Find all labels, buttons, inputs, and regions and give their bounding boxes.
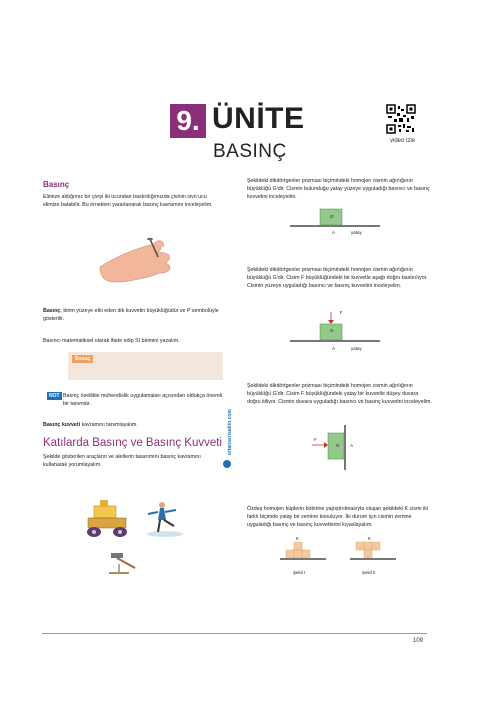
hand-nail-illustration [95, 227, 195, 292]
figure4a-k-label: K [296, 536, 300, 541]
figure3-f-label: F [314, 437, 317, 442]
not-badge: NOT [49, 393, 60, 399]
basinc-kuvveti-text: kavramını tanımlayalım. [80, 422, 138, 428]
unit-subtitle: BASINÇ [213, 141, 287, 162]
figure4b-k-label: K [368, 536, 372, 541]
figure1-yatay-label: yatay [351, 230, 362, 235]
hammer-nail-illustration [105, 550, 145, 575]
qr-label: video izle [390, 138, 416, 144]
paragraph-basinc-kuvveti [43, 421, 221, 429]
figure3-a-label: A [350, 443, 354, 448]
question-4-text: Özdeş homojen küplerin birbirine yapıştırılmasıyla oluşan şekildeki K cismi iki farklı biçimde yatay bir zemine konuluyor. İki durum için cismin zemine uyguladığı basınç ve basınç kuvvetlerini kıyaslayalım. [247, 506, 429, 528]
definition-text: , birim yüzeye etki eden dik kuvvetin büyüklüğüdür ve P sembolüyle gösterilir. [43, 308, 219, 322]
figure-cubes-sekil-1 [280, 538, 330, 568]
figure2-g-label: G [330, 328, 334, 333]
section-title-katilarda: Katılarda Basınç ve Basınç Kuvveti [43, 437, 222, 449]
figure3-g-label: G [336, 443, 340, 448]
figure2-a-label: A [332, 346, 336, 351]
bold-term-basinc: Basınç [43, 308, 61, 314]
section-title-basinc: Basınç [43, 180, 70, 189]
sidebar-text: ertanserisahin.com [227, 409, 233, 455]
unit-title: ÜNİTE [212, 102, 305, 135]
not-text: Basınç özellikle mühendislik uygulamaları açısından oldukça önemli bir tanımdır. [63, 393, 222, 407]
sonuc-label: Sonuç [72, 355, 93, 363]
figure1-g-label: G [330, 214, 334, 219]
figure-cubes-sekil-2 [350, 538, 400, 568]
figure-block-against-wall [300, 425, 370, 470]
ice-skater-illustration [140, 500, 185, 540]
paragraph-formula: Basıncı matematiksel olarak ifade edip SI birimini yazalım. [43, 338, 180, 344]
question-3-text: Şekildeki dikdörtgenler prizması biçimindeki homojen cismin ağırlığının büyüklüğü G'dir. Cisim F büyüklüğündeki yatay bir kuvvetle düşey duvara doğru itiliyor. Cismin duvara uyguladığı basıncı ve basınç kuvvetini inceleyelim. [247, 383, 432, 405]
paragraph-araclar: Şekilde gösterilen araçların ve aletlerin tasarımını basınç kavramını kullanarak yorumlayalım. [43, 454, 201, 468]
paragraph-intro: Elimize aldığımız bir çiviyi iki ucundan bastırdığımızda çivinin sivri ucu elimize batabilir. Bu örnekten yararlanarak basınç kavramını inceleyelim. [43, 194, 213, 208]
figure-block-pressed-down [290, 310, 380, 348]
sekil-2-label: Şekil II [362, 570, 376, 575]
sekil-1-label: Şekil I [293, 570, 306, 575]
bold-term-basinc-kuvveti: Basınç kuvveti [43, 422, 81, 428]
unit-number-badge: 9. [170, 104, 206, 138]
paragraph-basinc-definition [43, 307, 221, 323]
sidebar-website [222, 360, 232, 470]
tank-vehicle-illustration [80, 498, 135, 543]
figure2-f-label: F [340, 310, 343, 315]
sidebar-logo-icon [223, 460, 231, 468]
page-number: 109 [413, 638, 424, 644]
question-1-text: Şekildeki dikdörtgenler prizması biçimindeki homojen cismin ağırlığının büyüklüğü G'dir. Cismin bulunduğu yatay yüzeye uyguladığı basıncı ve basınç kuvvetini inceleyelim. [247, 178, 430, 200]
footer-divider [42, 633, 427, 634]
question-2-text: Şekildeki dikdörtgenler prizması biçimindeki homojen cismin ağırlığının büyüklüğü G'dir. Cisim F büyüklüğündeki bir kuvvetle aşağı doğru bastırılıyor. Cismin yüzeye uyguladığı basıncı ve basınç kuvvetini inceleyelim. [247, 267, 428, 289]
qr-code-icon[interactable] [386, 104, 416, 134]
figure1-a-label: A [332, 230, 336, 235]
figure2-yatay-label: yatay [351, 346, 362, 351]
